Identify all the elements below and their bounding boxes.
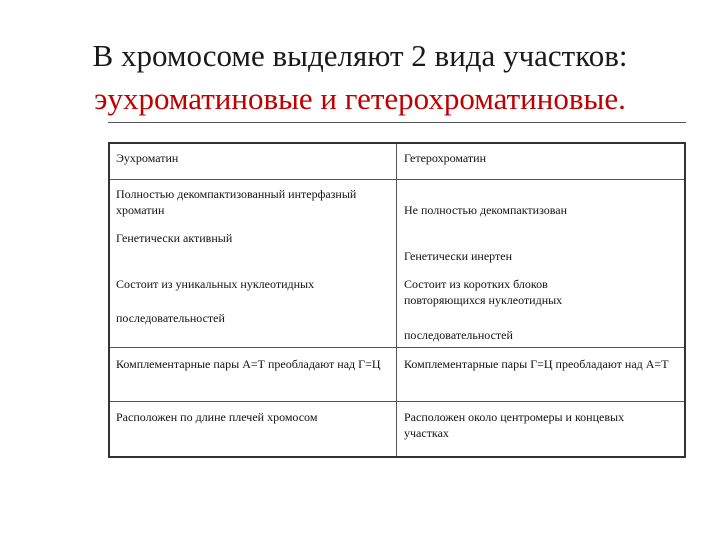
header-euchromatin: Эухроматин xyxy=(116,151,179,165)
row-divider-header xyxy=(110,179,684,180)
row5-heterochromatin: Расположен около центромеры и концевых участках xyxy=(404,410,625,440)
row4-heterochromatin: Комплементарные пары Г=Ц преобладают над А=Т xyxy=(404,357,669,371)
row2-heterochromatin: Генетически инертен xyxy=(404,249,513,263)
row-divider-3 xyxy=(110,347,684,348)
row1-heterochromatin: Не полностью декомпактизован xyxy=(404,203,568,217)
row5-euchromatin: Расположен по длине плечей хромосом xyxy=(116,410,318,424)
row3-heterochromatin-line2: последовательностей xyxy=(404,328,513,342)
header-heterochromatin: Гетерохроматин xyxy=(404,151,487,165)
row-divider-4 xyxy=(110,401,684,402)
title-line-2: эухроматиновые и гетерохроматиновые. xyxy=(94,81,626,116)
comparison-table xyxy=(108,142,686,458)
row2-euchromatin: Генетически активный xyxy=(116,231,233,245)
title-divider xyxy=(108,122,686,123)
row1-euchromatin: Полностью декомпактизованный интерфазный хроматин xyxy=(116,187,357,217)
row3-euchromatin-line1: Состоит из уникальных нуклеотидных xyxy=(116,277,315,291)
row4-euchromatin: Комплементарные пары А=Т преобладают над Г=Ц xyxy=(116,357,381,371)
row3-euchromatin-line2: последовательностей xyxy=(116,311,225,325)
row3-heterochromatin-line1: Состоит из коротких блоков повторяющихся нуклеотидных xyxy=(404,277,563,307)
column-divider xyxy=(396,144,397,456)
title-line-1: В хромосоме выделяют 2 вида участков: xyxy=(92,38,628,73)
slide-title xyxy=(0,34,720,120)
